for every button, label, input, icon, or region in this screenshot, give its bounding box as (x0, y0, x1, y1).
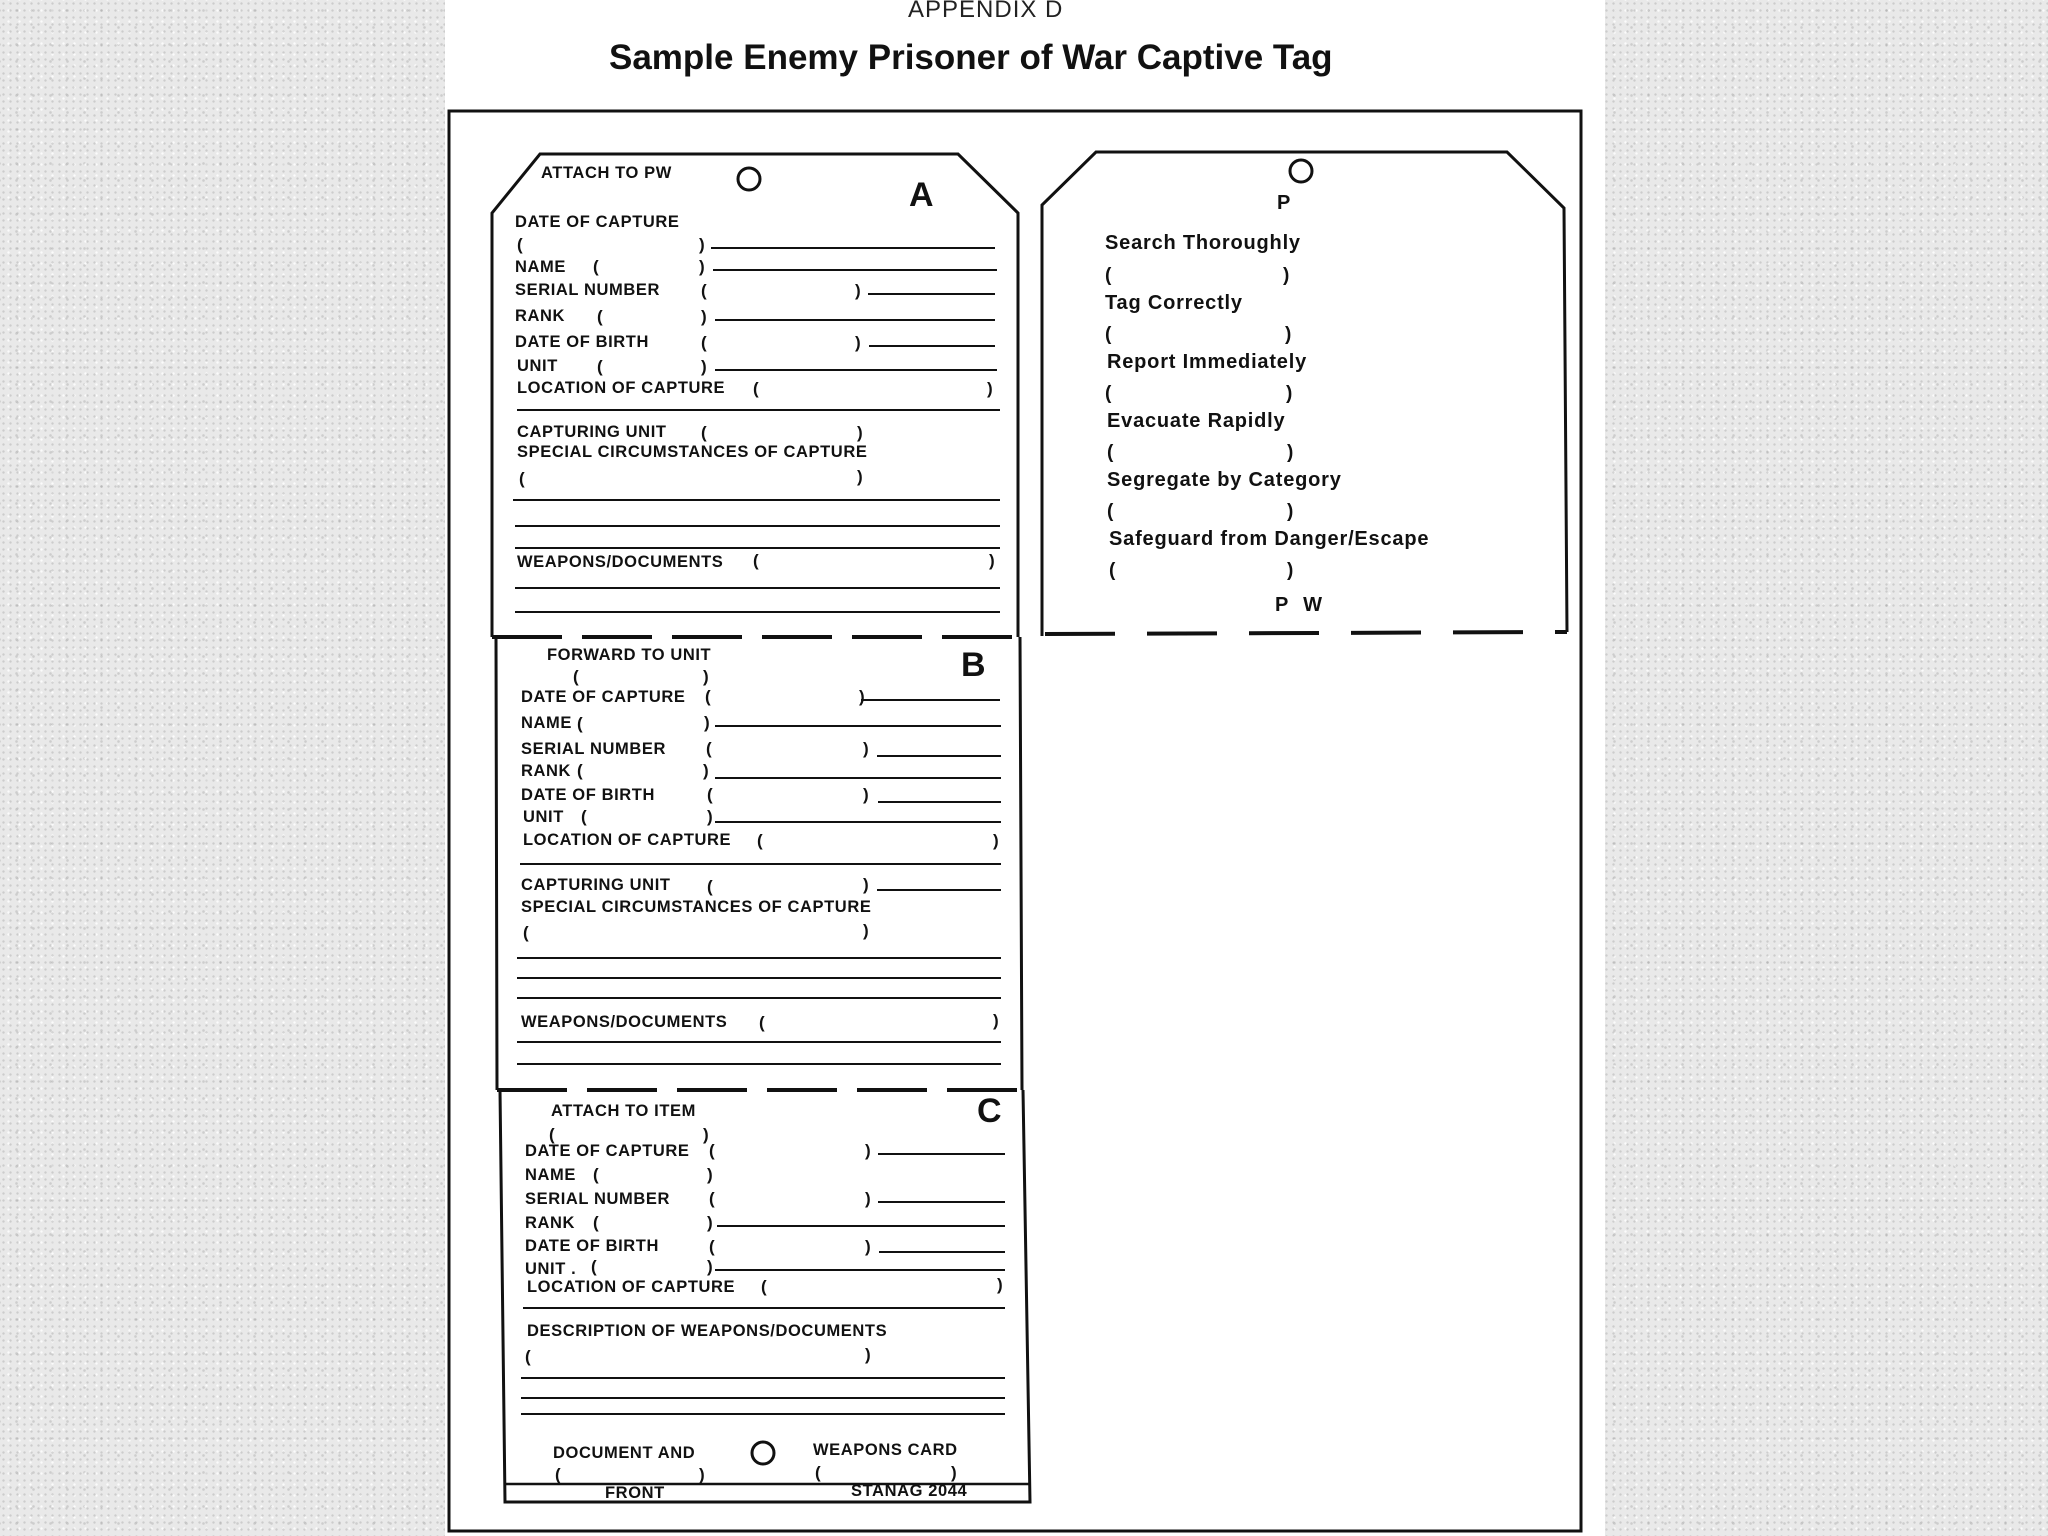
svg-text:(: ( (577, 714, 583, 733)
svg-text:): ) (701, 307, 707, 326)
svg-text:): ) (703, 667, 709, 686)
tag-b-special-circumstances-label: SPECIAL CIRCUMSTANCES OF CAPTURE (521, 898, 872, 916)
tag-c-letter: C (977, 1092, 1002, 1130)
tag-a-weapons-label: WEAPONS/DOCUMENTS (517, 553, 724, 571)
svg-text:): ) (699, 235, 705, 254)
tag-p-outline (1042, 152, 1567, 636)
svg-text:(: ( (707, 877, 713, 896)
tag-c-location-label: LOCATION OF CAPTURE (527, 1278, 736, 1296)
svg-text:(: ( (581, 807, 587, 826)
svg-text:): ) (1286, 383, 1293, 404)
svg-text:(: ( (519, 469, 525, 488)
tag-p-step-safeguard: Safeguard from Danger/Escape (1109, 528, 1430, 550)
svg-text:(: ( (701, 333, 707, 352)
svg-text:): ) (863, 921, 869, 940)
tag-c-document-and-label: DOCUMENT AND (553, 1444, 696, 1462)
svg-text:(: ( (523, 923, 529, 942)
svg-text:): ) (865, 1141, 871, 1160)
svg-text:(: ( (815, 1463, 821, 1482)
tag-p-step-evacuate: Evacuate Rapidly (1107, 410, 1286, 432)
tag-a-date-of-capture-label: DATE OF CAPTURE (515, 213, 680, 231)
tag-c-serial-number-label: SERIAL NUMBER (525, 1190, 671, 1208)
svg-text:(: ( (593, 257, 599, 276)
svg-text:(: ( (597, 357, 603, 376)
svg-text:(: ( (593, 1213, 599, 1232)
tag-b-capturing-unit-label: CAPTURING UNIT (521, 876, 671, 894)
svg-text:(: ( (753, 551, 759, 570)
svg-text:(: ( (1105, 265, 1112, 286)
svg-text:): ) (704, 713, 710, 732)
svg-text:): ) (707, 807, 713, 826)
svg-text:): ) (859, 687, 865, 706)
svg-text:(: ( (753, 379, 759, 398)
svg-text:(: ( (1105, 383, 1112, 404)
tag-c-rank-label: RANK (525, 1214, 576, 1232)
tag-c-unit-label: UNIT . (525, 1260, 577, 1278)
svg-text:(: ( (705, 687, 711, 706)
svg-text:(: ( (525, 1347, 531, 1366)
svg-text:): ) (707, 1257, 713, 1276)
tag-c-header: ATTACH TO ITEM (551, 1102, 696, 1120)
svg-text:): ) (865, 1237, 871, 1256)
tag-a-special-circumstances-label: SPECIAL CIRCUMSTANCES OF CAPTURE (517, 443, 868, 461)
svg-text:(: ( (1107, 501, 1114, 522)
tag-b-date-of-birth-label: DATE OF BIRTH (521, 786, 655, 804)
svg-text:): ) (1283, 265, 1290, 286)
svg-text:): ) (987, 379, 993, 398)
svg-text:(: ( (1105, 324, 1112, 345)
svg-text:): ) (1285, 324, 1292, 345)
svg-text:): ) (701, 357, 707, 376)
tag-b-unit-label: UNIT (523, 808, 564, 826)
svg-text:): ) (865, 1345, 871, 1364)
svg-text:): ) (997, 1275, 1003, 1294)
svg-text:(: ( (573, 667, 579, 686)
tag-b-header: FORWARD TO UNIT (547, 646, 712, 664)
outer-frame (449, 111, 1581, 1531)
svg-text:): ) (863, 785, 869, 804)
svg-text:): ) (993, 1011, 999, 1030)
tag-p-hole (1290, 160, 1312, 182)
svg-text:(: ( (701, 423, 707, 442)
svg-text:): ) (857, 467, 863, 486)
tag-p-step-report: Report Immediately (1107, 351, 1308, 373)
svg-text:(: ( (591, 1257, 597, 1276)
svg-text:): ) (1287, 560, 1294, 581)
svg-text:(: ( (757, 831, 763, 850)
tag-a-name-label: NAME (515, 258, 566, 276)
svg-text:(: ( (707, 785, 713, 804)
svg-text:(: ( (1107, 442, 1114, 463)
tag-c-front-label: FRONT (605, 1484, 665, 1502)
svg-text:): ) (1287, 501, 1294, 522)
svg-text:): ) (699, 1465, 705, 1484)
tag-c-name-label: NAME (525, 1166, 576, 1184)
tag-c-stanag-label: STANAG 2044 (851, 1482, 968, 1500)
page-title: Sample Enemy Prisoner of War Captive Tag (609, 38, 1333, 77)
svg-text:): ) (699, 257, 705, 276)
tag-p-footer: P W (1275, 594, 1323, 616)
tag-p-letter: P (1277, 192, 1292, 214)
svg-text:): ) (951, 1463, 957, 1482)
svg-text:(: ( (709, 1237, 715, 1256)
svg-text:(: ( (1109, 560, 1116, 581)
tag-b-serial-number-label: SERIAL NUMBER (521, 740, 667, 758)
tag-b-location-label: LOCATION OF CAPTURE (523, 831, 732, 849)
tag-c-date-of-capture-label: DATE OF CAPTURE (525, 1142, 690, 1160)
tag-b-rank-label: RANK (521, 762, 572, 780)
svg-text:(: ( (593, 1165, 599, 1184)
svg-text:(: ( (706, 739, 712, 758)
tag-a-header: ATTACH TO PW (541, 164, 672, 182)
tag-b-letter: B (961, 646, 986, 684)
tag-a-letter: A (909, 176, 934, 214)
tag-a-serial-number-label: SERIAL NUMBER (515, 281, 661, 299)
svg-text:(: ( (549, 1125, 555, 1144)
tag-b-name-label: NAME (521, 714, 572, 732)
tag-b-weapons-label: WEAPONS/DOCUMENTS (521, 1013, 728, 1031)
tag-p-step-search: Search Thoroughly (1105, 232, 1301, 254)
tag-p-step-tag: Tag Correctly (1105, 292, 1243, 314)
svg-text:): ) (1287, 442, 1294, 463)
svg-text:): ) (707, 1165, 713, 1184)
svg-text:(: ( (709, 1189, 715, 1208)
tag-c-hole (752, 1442, 774, 1464)
document-page (445, 0, 1605, 1536)
svg-text:): ) (993, 831, 999, 850)
tag-a-hole (738, 168, 760, 190)
svg-text:): ) (857, 423, 863, 442)
svg-text:): ) (703, 761, 709, 780)
tag-a-rank-label: RANK (515, 307, 566, 325)
svg-text:(: ( (701, 281, 707, 300)
tag-c-date-of-birth-label: DATE OF BIRTH (525, 1237, 659, 1255)
svg-text:(: ( (761, 1277, 767, 1296)
svg-text:): ) (855, 281, 861, 300)
tag-a-unit-label: UNIT (517, 357, 558, 375)
svg-text:(: ( (759, 1013, 765, 1032)
tag-c-description-label: DESCRIPTION OF WEAPONS/DOCUMENTS (527, 1322, 888, 1340)
svg-text:): ) (855, 333, 861, 352)
svg-text:): ) (989, 551, 995, 570)
svg-text:(: ( (517, 235, 523, 254)
tag-c-weapons-card-label: WEAPONS CARD (813, 1441, 958, 1459)
svg-text:): ) (863, 875, 869, 894)
tag-a-capturing-unit-label: CAPTURING UNIT (517, 423, 667, 441)
svg-text:): ) (703, 1125, 709, 1144)
svg-text:(: ( (597, 307, 603, 326)
tag-p-step-segregate: Segregate by Category (1107, 469, 1342, 491)
appendix-label: APPENDIX D (908, 0, 1064, 23)
tag-a-date-of-birth-label: DATE OF BIRTH (515, 333, 649, 351)
svg-text:): ) (865, 1189, 871, 1208)
svg-text:): ) (707, 1213, 713, 1232)
tag-b-date-of-capture-label: DATE OF CAPTURE (521, 688, 686, 706)
svg-text:): ) (863, 739, 869, 758)
tag-p-perforation (1045, 632, 1567, 634)
svg-text:(: ( (555, 1465, 561, 1484)
svg-text:(: ( (709, 1141, 715, 1160)
tag-a-location-label: LOCATION OF CAPTURE (517, 379, 726, 397)
svg-text:(: ( (577, 761, 583, 780)
